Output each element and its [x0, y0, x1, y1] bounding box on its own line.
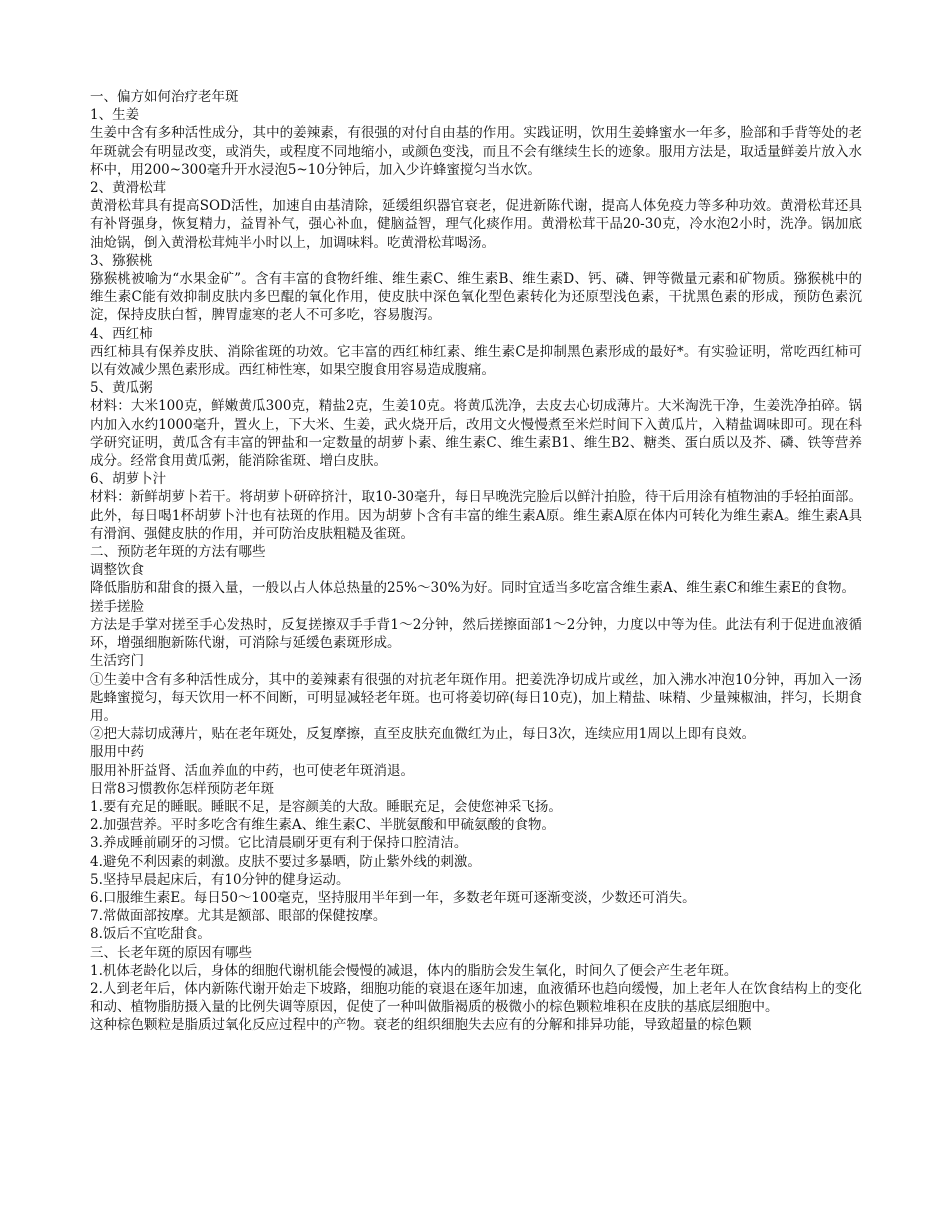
subheading-herbal-medicine: 服用中药	[90, 744, 144, 761]
subheading-eight-habits: 日常8习惯教你怎样预防老年斑	[90, 780, 275, 797]
paragraph-life-tip-1: ①生姜中含有多种活性成分，其中的姜辣素有很强的对抗老年斑作用。把姜洗净切成片或丝，加入沸水冲泡10分钟，再加入一汤匙蜂蜜搅匀，每天饮用一杯不间断，可明显减轻老年斑。也可将姜切碎(每日10克)，加上精盐、味精、少量辣椒油，拌匀，长期食用。	[90, 671, 862, 724]
list-item: 1.要有充足的睡眠。睡眠不足，是容颜美的大敌。睡眠充足，会使您神采飞扬。	[90, 798, 562, 815]
subheading-life-tips: 生活窍门	[90, 653, 144, 670]
section-heading-1: 一、偏方如何治疗老年斑	[90, 89, 239, 105]
subheading-carrot-juice: 6、胡萝卜汁	[90, 471, 167, 488]
subheading-ginger: 1、生姜	[90, 107, 140, 124]
list-item: 3.养成睡前刷牙的习惯。它比清晨刷牙更有利于保持口腔清洁。	[90, 835, 468, 852]
list-item: 2.加强营养。平时多吃含有维生素A、维生素C、半胱氨酸和甲硫氨酸的食物。	[90, 817, 555, 834]
paragraph-kiwi: 猕猴桃被喻为“水果金矿”。含有丰富的食物纤维、维生素C、维生素B、维生素D、钙、磷、钾等微量元素和矿物质。猕猴桃中的维生素C能有效抑制皮肤内多巴醌的氧化作用，使皮肤中深色氧化型色素转化为还原型浅色素，干扰黑色素的形成，预防色素沉淀，保持皮肤白皙，脾胃虚寒的老人不可多吃，容易腹泻。	[90, 271, 862, 324]
subheading-diet: 调整饮食	[90, 562, 144, 579]
paragraph-herbal-medicine: 服用补肝益肾、活血养血的中药，也可使老年斑消退。	[90, 762, 414, 779]
subheading-rub-hands: 搓手搓脸	[90, 598, 144, 615]
paragraph-rub-hands: 方法是手掌对搓至手心发热时，反复搓擦双手手背1～2分钟，然后搓擦面部1～2分钟，力度以中等为佳。此法有利于促进血液循环，增强细胞新陈代谢，可消除与延缓色素斑形成。	[90, 616, 862, 652]
subheading-kiwi: 3、猕猴桃	[90, 252, 153, 269]
section-heading-2: 二、预防老年斑的方法有哪些	[90, 544, 266, 561]
paragraph-life-tip-2: ②把大蒜切成薄片，贴在老年斑处，反复摩擦，直至皮肤充血微红为止，每日3次，连续应用1周以上即有良效。	[90, 726, 756, 743]
list-item: 6.口服维生素E。每日50～100毫克，坚持服用半年到一年，多数老年斑可逐渐变淡，少数还可消失。	[90, 889, 696, 906]
paragraph-mushroom: 黄滑松茸具有提高SOD活性，加速自由基清除，延缓组织器官衰老，促进新陈代谢，提高人体免疫力等多种功效。黄滑松茸还具有补肾强身，恢复精力，益胃补气，强心补血，健脑益智，理气化痰作用。黄滑松茸干品20-30克，冷水泡2小时，洗净。锅加底油炝锅，倒入黄滑松茸炖半小时以上，加调味料。吃黄滑松茸喝汤。	[90, 198, 862, 251]
paragraph-carrot-juice: 材料：新鲜胡萝卜若干。将胡萝卜研碎挤汁，取10-30毫升，每日早晚洗完脸后以鲜汁拍脸，待干后用涂有植物油的手轻拍面部。此外，每日喝1杯胡萝卜汁也有祛斑的作用。因为胡萝卜含有丰富的维生素A原。维生素A原在体内可转化为维生素A。维生素A具有滑润、强健皮肤的作用，并可防治皮肤粗糙及雀斑。	[90, 489, 862, 542]
paragraph-diet: 降低脂肪和甜食的摄入量，一般以占人体总热量的25%～30%为好。同时宜适当多吃富含维生素A、维生素C和维生素E的食物。	[90, 580, 855, 597]
list-item: 2.人到老年后，体内新陈代谢开始走下坡路，细胞功能的衰退在逐年加速，血液循环也趋向缓慢，加上老年人在饮食结构上的变化和动、植物脂肪摄入量的比例失调等原因，促使了一种叫做脂褐质的极微小的棕色颗粒堆积在皮肤的基底层细胞中。	[90, 980, 862, 1016]
list-item: 8.饭后不宜吃甜食。	[90, 926, 211, 943]
subheading-mushroom: 2、黄滑松茸	[90, 180, 167, 197]
list-item: 4.避免不利因素的刺激。皮肤不要过多暴晒，防止紫外线的刺激。	[90, 853, 481, 870]
paragraph-brown-granules: 这种棕色颗粒是脂质过氧化反应过程中的产物。衰老的组织细胞失去应有的分解和排异功能，导致超量的棕色颗	[90, 1017, 752, 1034]
list-item: 5.坚持早晨起床后，有10分钟的健身运动。	[90, 871, 350, 888]
subheading-tomato: 4、西红柿	[90, 325, 153, 342]
list-item: 7.常做面部按摩。尤其是额部、眼部的保健按摩。	[90, 908, 387, 925]
paragraph-cucumber-porridge: 材料：大米100克，鲜嫩黄瓜300克，精盐2克，生姜10克。将黄瓜洗净，去皮去心切成薄片。大米淘洗干净，生姜洗净拍碎。锅内加入水约1000毫升，置火上，下大米、生姜，武火烧开后，改用文火慢慢煮至米烂时间下入黄瓜片，入精盐调味即可。现在科学研究证明，黄瓜含有丰富的钾盐和一定数量的胡萝卜素、维生素C、维生素B1、维生B2、糖类、蛋白质以及芥、磷、铁等营养成分。经常食用黄瓜粥，能消除雀斑、增白皮肤。	[90, 398, 862, 470]
list-item: 1.机体老龄化以后，身体的细胞代谢机能会慢慢的减退，体内的脂肪会发生氧化，时间久了便会产生老年斑。	[90, 962, 738, 979]
section-heading-3: 三、长老年斑的原因有哪些	[90, 944, 252, 961]
subheading-cucumber-porridge: 5、黄瓜粥	[90, 380, 153, 397]
paragraph-tomato: 西红柿具有保养皮肤、消除雀斑的功效。它丰富的西红柿红素、维生素C是抑制黑色素形成的最好*。有实验证明，常吃西红柿可以有效减少黑色素形成。西红柿性寒，如果空腹食用容易造成腹痛。	[90, 343, 862, 379]
paragraph-ginger: 生姜中含有多种活性成分，其中的姜辣素，有很强的对付自由基的作用。实践证明，饮用生姜蜂蜜水一年多，脸部和手背等处的老年斑就会有明显改变，或消失，或程度不同地缩小，或颜色变浅，而且不会有继续生长的迹象。服用方法是，取适量鲜姜片放入水杯中，用200~300毫升开水浸泡5~10分钟后，加入少许蜂蜜搅匀当水饮。	[90, 125, 862, 178]
